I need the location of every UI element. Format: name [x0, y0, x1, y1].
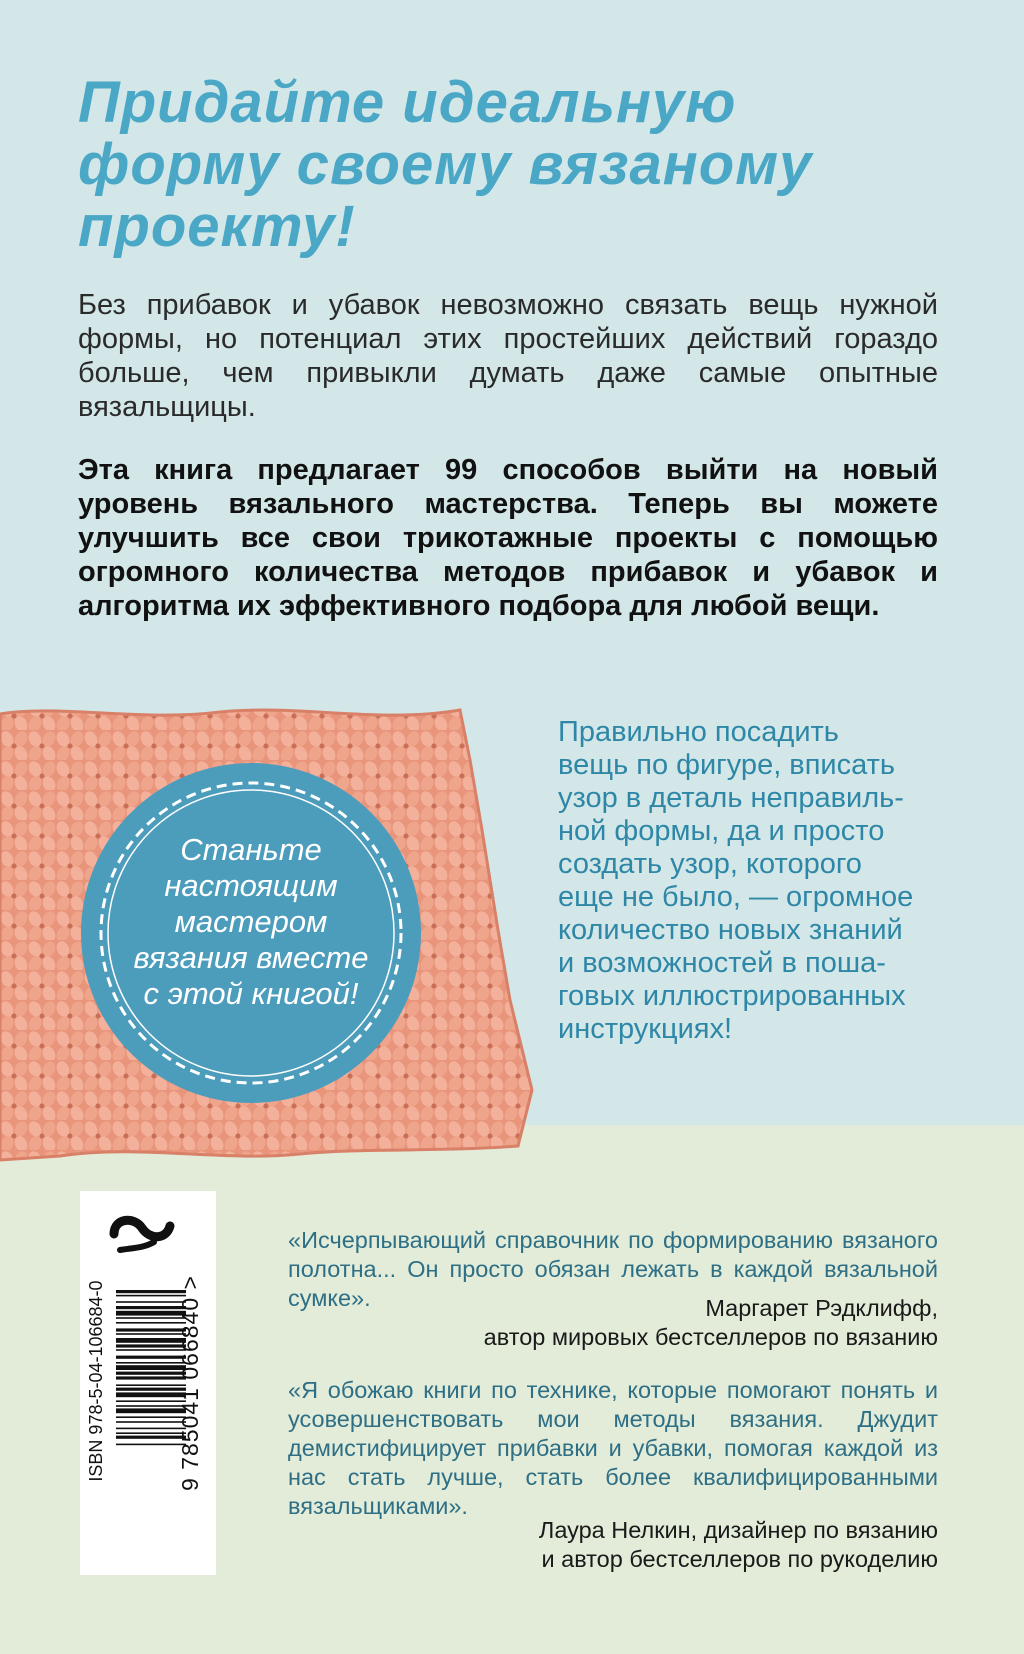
- side-line: еще не было, — огромное: [558, 881, 914, 913]
- side-line: Правильно посадить: [558, 716, 839, 748]
- quote-author: [539, 1516, 938, 1574]
- barcode-bar: [116, 1317, 186, 1319]
- barcode-bar: [116, 1322, 186, 1324]
- headline-line: форму своему вязаному: [78, 132, 813, 197]
- barcode-bar: [116, 1349, 186, 1351]
- side-line: ной формы, да и просто: [558, 815, 885, 847]
- badge-line: настоящим: [164, 868, 338, 903]
- barcode-bar: [116, 1428, 186, 1430]
- quote-text: «Я обожаю книги по технике, которые помогают понять и усовершенствовать мои методы вязания. Джудит демистифицирует прибавки и убавки, помогая каждой из нас стать лучше, стать более квалифицированными вязальщиками».: [288, 1377, 938, 1519]
- badge-line: Станьте: [180, 832, 322, 867]
- barcode-bar: [116, 1444, 186, 1446]
- barcode-bar: [116, 1432, 186, 1434]
- author-description: и автор бестселлеров по рукоделию: [541, 1546, 938, 1572]
- barcode-bar: [116, 1306, 186, 1309]
- headline-line: Придайте идеальную: [78, 70, 737, 135]
- barcode-bar: [116, 1301, 186, 1303]
- quote-text: «Исчерпывающий справочник по формированию вязаного полотна... Он просто обязан лежать в каждой вязальной сумке».: [288, 1227, 938, 1311]
- barcode-bar: [116, 1408, 186, 1413]
- barcode-bar: [116, 1365, 186, 1370]
- side-line: вещь по фигуре, вписать: [558, 749, 895, 781]
- author-name: Лаура Нелкин, дизайнер по вязанию: [538, 1517, 938, 1543]
- side-line: узор в деталь неправиль-: [558, 782, 904, 814]
- barcode-digits: 9 785041 066840 >: [177, 1275, 203, 1491]
- barcode-bar: [116, 1421, 186, 1423]
- barcode-bar: [116, 1388, 186, 1391]
- headline: [78, 72, 958, 258]
- barcode-bar: [116, 1311, 186, 1316]
- barcode-bar: [116, 1392, 186, 1397]
- bold-paragraph: Эта книга предлагает 99 способов выйти на новый уровень вязального мастерства. Теперь вы можете улучшить все свои трикотажные проекты с помощью огромного количества методов прибавок и убавок и алгоритма их эффективного подбора для любой вещи.: [78, 454, 938, 622]
- barcode-bar: [116, 1338, 186, 1343]
- barcode-bar: [116, 1416, 186, 1418]
- headline-line: проекту!: [78, 194, 356, 259]
- side-line: говых иллюстрированных: [558, 980, 906, 1012]
- barcode-bar: [116, 1295, 186, 1297]
- barcode-bar: [116, 1400, 186, 1402]
- barcode-bar: [116, 1372, 186, 1375]
- badge-line: мастером: [174, 904, 328, 939]
- barcode-bar: [116, 1290, 186, 1293]
- badge-line: вязания вместе: [133, 940, 369, 975]
- barcode-bar: [116, 1376, 186, 1379]
- barcode-bar: [116, 1436, 186, 1439]
- badge-line: с этой книгой!: [143, 976, 359, 1011]
- badge-text: [108, 832, 394, 1012]
- quote-author: [484, 1294, 938, 1352]
- barcode-bar: [116, 1328, 186, 1331]
- barcode-bar: [116, 1405, 186, 1407]
- barcode-image: [116, 1290, 186, 1558]
- barcode-bar: [116, 1384, 186, 1386]
- intro-paragraph: Без прибавок и убавок невозможно связать вещь нужной формы, но потенциал этих простейших действий гораздо больше, чем привыкли думать даже самые опытные вязальщицы.: [78, 289, 938, 423]
- barcode-bar: [116, 1333, 186, 1335]
- barcode-bar: [116, 1362, 186, 1364]
- side-line: инструкциях!: [558, 1013, 733, 1045]
- author-description: автор мировых бестселлеров по вязанию: [483, 1324, 938, 1350]
- side-line: и возможностей в поша-: [558, 947, 886, 979]
- barcode-bar: [116, 1344, 186, 1347]
- side-line: создать узор, которого: [558, 848, 862, 880]
- side-description: [558, 716, 938, 1046]
- side-line: количество новых знаний: [558, 914, 903, 946]
- author-name: Маргарет Рэдклифф,: [705, 1295, 938, 1321]
- barcode-bar: [116, 1356, 186, 1359]
- isbn-text: ISBN 978-5-04-106684-0: [86, 1280, 106, 1482]
